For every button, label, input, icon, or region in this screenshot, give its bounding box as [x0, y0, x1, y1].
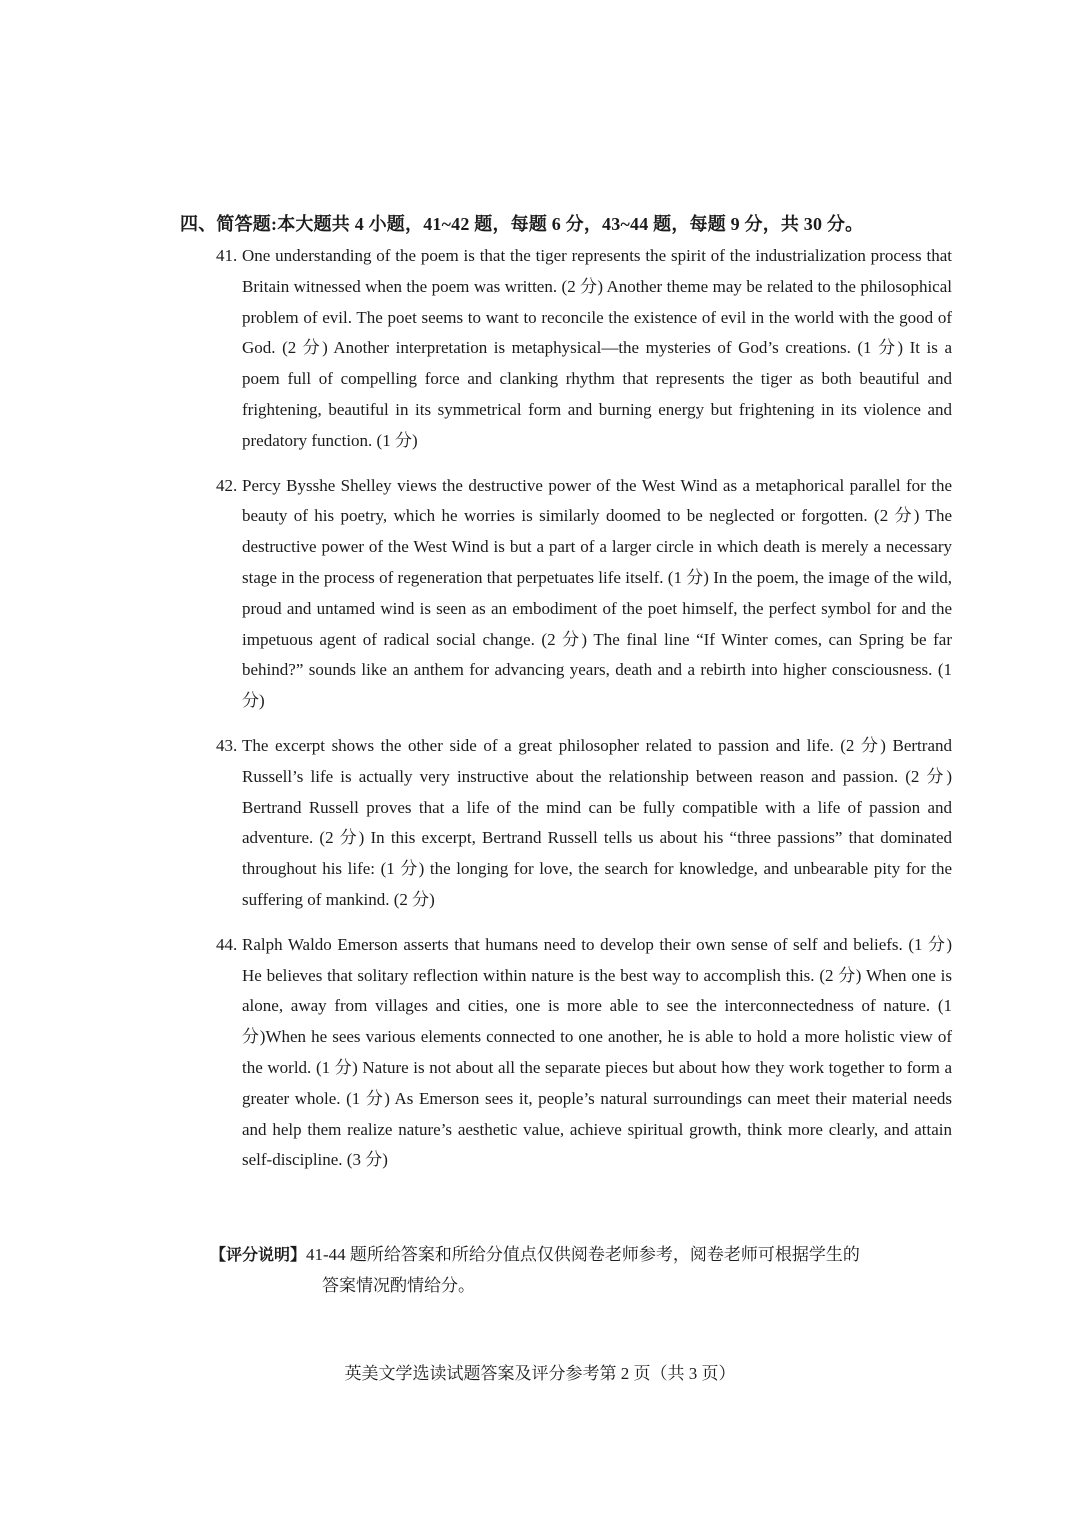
- grading-note: [210, 1239, 952, 1301]
- grading-note-line-2: 答案情况酌情给分。: [322, 1276, 475, 1295]
- answer-42: [216, 471, 952, 717]
- question-number: 44.: [216, 934, 238, 954]
- question-number: 43.: [216, 735, 238, 755]
- answer-text: Ralph Waldo Emerson asserts that humans need to develop their own sense of self and beliefs. (1 分) He believes that solitary reflection within nature is the best way to accomplish this. (2 分) When one is alone, away from villages and cities, one is more able to see the interconnectedness of nature. (1 分)When he sees various elements connected to one another, he is able to hold a more holistic view of the world. (1 分) Nature is not about all the separate pieces but about how they work together to form a greater whole. (1 分) As Emerson sees it, people’s natural surroundings can meet their material needs and help them realize nature’s aesthetic value, achieve spiritual growth, think more clearly, and attain self-discipline. (3 分): [242, 934, 952, 1170]
- question-number: 41.: [216, 246, 238, 265]
- page-footer: 英美文学选读试题答案及评分参考第 2 页（共 3 页）: [344, 1364, 736, 1383]
- question-number: 42.: [216, 475, 238, 495]
- grading-note-label: 【评分说明】: [210, 1245, 307, 1264]
- section-heading: 四、简答题:本大题共 4 小题，41~42 题，每题 6 分，43~44 题，每题 9 分，共 30 分。: [180, 214, 864, 234]
- answer-41: [216, 241, 952, 457]
- answer-text: The excerpt shows the other side of a great philosopher related to passion and life. (2 分) Bertrand Russell’s life is actually very instructive about the relationship between reason and passion. (2 分) Bertrand Russell proves that a life of the mind can be fully compatible with a life of passion and adventure. (2 分) In this excerpt, Bertrand Russell tells us about his “three passions” that dominated throughout his life: (1 分) the longing for love, the search for knowledge, and unbearable pity for the suffering of mankind. (2 分): [242, 735, 952, 909]
- answer-text: Percy Bysshe Shelley views the destructive power of the West Wind as a metaphorical parallel for the beauty of his poetry, which he worries is similarly doomed to be neglected or forgotten. (2 分) The destructive power of the West Wind is but a part of a larger circle in which death is merely a necessary stage in the process of regeneration that perpetuates life itself. (1 分) In the poem, the image of the wild, proud and untamed wind is seen as an embodiment of the poet himself, the perfect symbol for and the impetuous agent of radical social change. (2 分) The final line “If Winter comes, can Spring be far behind?” sounds like an anthem for advancing years, death and a rebirth into higher consciousness. (1 分): [242, 475, 952, 711]
- answer-43: [216, 731, 952, 916]
- answer-44: [216, 930, 952, 1176]
- answer-text: One understanding of the poem is that the tiger represents the spirit of the industrialization process that Britain witnessed when the poem was written. (2 分) Another theme may be related to the philosophical problem of evil. The poet seems to want to reconcile the existence of evil in the world with the good of God. (2 分) Another interpretation is metaphysical—the mysteries of God’s creations. (1 分) It is a poem full of compelling force and clanking rhythm that represents the tiger as both beautiful and frightening, beautiful in its symmetrical form and burning energy but frightening in its violence and predatory function. (1 分): [242, 246, 952, 450]
- grading-note-line-1: 41-44 题所给答案和所给分值点仅供阅卷老师参考，阅卷老师可根据学生的: [306, 1245, 860, 1264]
- answer-list: [216, 241, 952, 1190]
